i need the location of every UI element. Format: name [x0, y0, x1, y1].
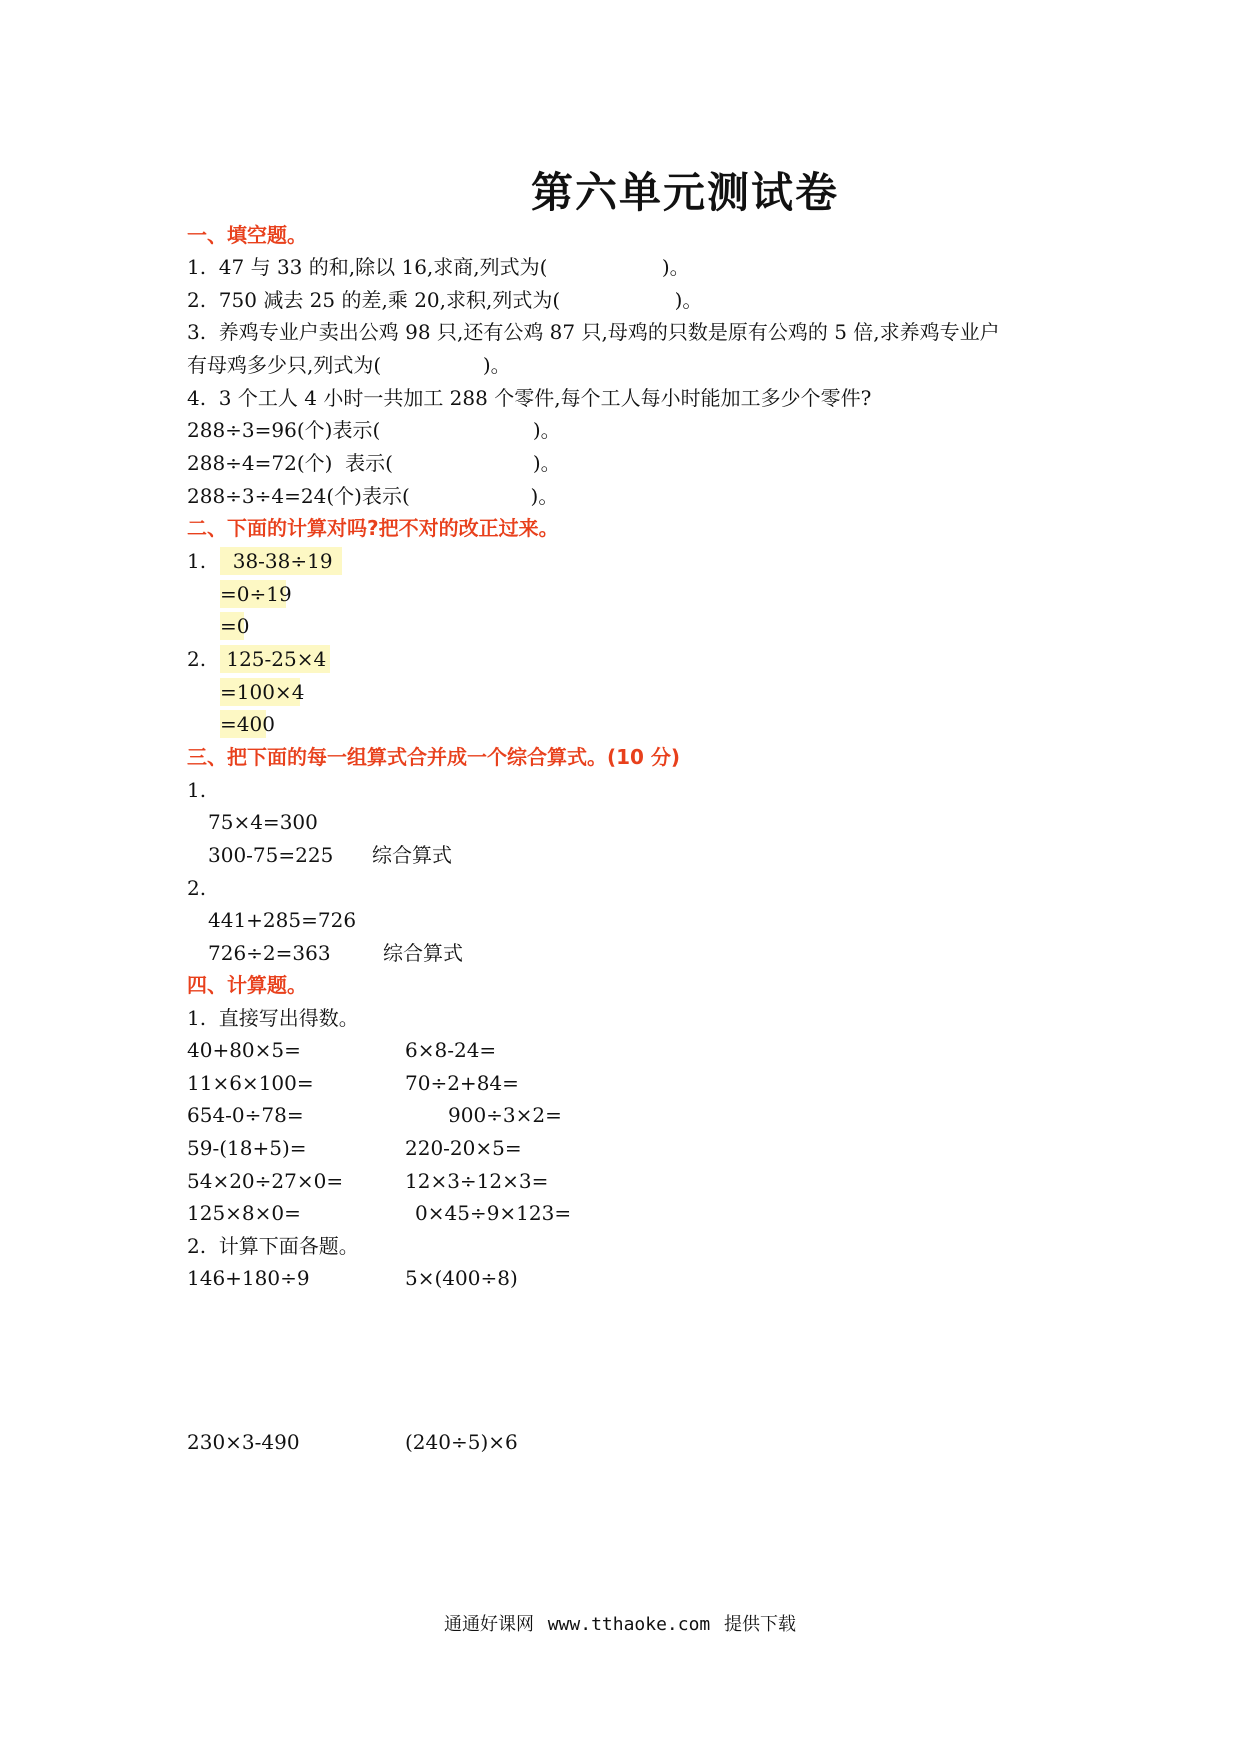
section-3-group-2-number: 2.: [187, 876, 207, 900]
section-2-problem-1-line-3: =0: [220, 614, 250, 638]
calc-problem: (240÷5)×6: [405, 1430, 518, 1454]
section-2-problem-2-line-1: 125-25×4: [220, 645, 330, 673]
calc-problem: 230×3-490: [187, 1430, 300, 1454]
direct-calc-item: 12×3÷12×3=: [405, 1169, 549, 1193]
direct-calc-item: 59-(18+5)=: [187, 1136, 307, 1160]
section-3-group-2-combined-label: 综合算式: [383, 941, 463, 965]
direct-calc-item: 0×45÷9×123=: [415, 1201, 572, 1225]
direct-calc-item: 125×8×0=: [187, 1201, 301, 1225]
section-2-problem-1-line-1: 38-38÷19: [220, 547, 342, 575]
section-3-group-1-number: 1.: [187, 778, 207, 802]
section-1-question-1: 1. 47 与 33 的和,除以 16,求商,列式为( )。: [187, 255, 690, 279]
section-3-heading: 三、把下面的每一组算式合并成一个综合算式。(10 分): [187, 745, 681, 769]
section-1-question-4: 4. 3 个工人 4 小时一共加工 288 个零件,每个工人每小时能加工多少个零件?: [187, 386, 872, 410]
section-3-group-1-line-1: 75×4=300: [208, 810, 318, 834]
section-1-question-2: 2. 750 减去 25 的差,乘 20,求积,列式为( )。: [187, 288, 703, 312]
footer-url: www.tthaoke.com: [547, 1614, 711, 1635]
section-2-problem-2-number: 2.: [187, 647, 207, 671]
direct-calc-item: 900÷3×2=: [448, 1103, 562, 1127]
direct-calc-item: 70÷2+84=: [405, 1071, 519, 1095]
section-4-subheading-2: 2. 计算下面各题。: [187, 1234, 359, 1258]
calc-problem: 5×(400÷8): [405, 1266, 518, 1290]
section-1-question-3-line-1: 3. 养鸡专业户卖出公鸡 98 只,还有公鸡 87 只,母鸡的只数是原有公鸡的 5 倍,求养鸡专业户: [187, 320, 1000, 344]
direct-calc-item: 220-20×5=: [405, 1136, 522, 1160]
section-3-group-2-line-1: 441+285=726: [208, 908, 357, 932]
footer-suffix: 提供下载: [724, 1614, 797, 1635]
section-4-heading: 四、计算题。: [187, 973, 307, 997]
section-1-question-4b: 288÷4=72(个) 表示( )。: [187, 451, 561, 475]
section-4-subheading-1: 1. 直接写出得数。: [187, 1006, 359, 1030]
section-2-problem-1-number: 1.: [187, 549, 207, 573]
direct-calc-item: 40+80×5=: [187, 1038, 301, 1062]
direct-calc-item: 11×6×100=: [187, 1071, 314, 1095]
section-2-heading: 二、下面的计算对吗?把不对的改正过来。: [187, 516, 559, 540]
section-1-question-4c: 288÷3÷4=24(个)表示( )。: [187, 484, 559, 508]
section-2-problem-1-line-2: =0÷19: [220, 582, 292, 606]
footer-site-name: 通通好课网: [443, 1614, 534, 1635]
section-1-question-3-line-2: 有母鸡多少只,列式为( )。: [187, 353, 511, 377]
page-footer: [0, 1610, 1240, 1636]
section-2-problem-2-line-3: =400: [220, 712, 275, 736]
page-title: 第六单元测试卷: [530, 168, 839, 217]
section-3-group-1-line-2: 300-75=225: [208, 843, 334, 867]
calc-problem: 146+180÷9: [187, 1266, 310, 1290]
direct-calc-item: 6×8-24=: [405, 1038, 497, 1062]
section-3-group-1-combined-label: 综合算式: [372, 843, 452, 867]
section-3-group-2-line-2: 726÷2=363: [208, 941, 331, 965]
section-1-question-4a: 288÷3=96(个)表示( )。: [187, 418, 561, 442]
section-2-problem-2-line-2: =100×4: [220, 680, 305, 704]
direct-calc-item: 54×20÷27×0=: [187, 1169, 344, 1193]
direct-calc-item: 654-0÷78=: [187, 1103, 304, 1127]
section-1-heading: 一、填空题。: [187, 223, 307, 247]
